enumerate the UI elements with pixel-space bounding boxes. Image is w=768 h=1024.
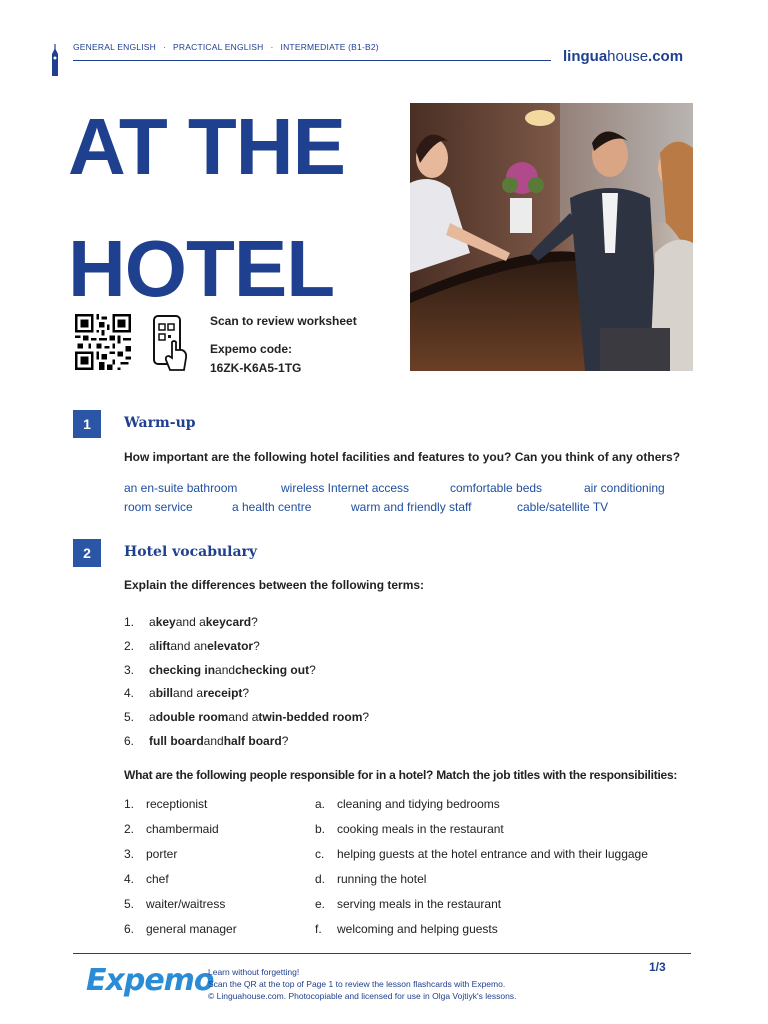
section-2-number: 2 xyxy=(73,539,101,567)
scan-info xyxy=(210,312,357,378)
list-item: 3. checking in and checking out ? xyxy=(124,662,316,677)
section-1-number: 1 xyxy=(73,410,101,438)
scan-text: Scan to review worksheet xyxy=(210,314,357,328)
breadcrumb: GENERAL ENGLISH · PRACTICAL ENGLISH · INTERMEDIATE (B1-B2) xyxy=(73,42,379,52)
facility-item: comfortable beds xyxy=(450,481,543,495)
responsibility-item: f. welcoming and helping guests xyxy=(315,922,498,936)
list-item: 5. a double room and a twin-bedded room ? xyxy=(124,710,370,725)
crumb-practical-english[interactable]: PRACTICAL ENGLISH xyxy=(173,42,264,52)
job-item: 6. general manager xyxy=(124,922,237,936)
facility-item: air conditioning xyxy=(584,481,665,495)
footer-line-1: Learn without forgetting! xyxy=(208,967,300,977)
facility-item: a health centre xyxy=(232,500,312,514)
expemo-logo[interactable]: Expemo xyxy=(86,963,214,998)
responsibility-item: c. helping guests at the hotel entrance and with their luggage xyxy=(315,847,648,861)
crumb-level[interactable]: INTERMEDIATE (B1-B2) xyxy=(280,42,379,52)
terms-question: Explain the differences between the following terms: xyxy=(124,578,425,592)
facility-item: wireless Internet access xyxy=(281,481,410,495)
responsibility-item: e. serving meals in the restaurant xyxy=(315,897,502,911)
expemo-code-label: Expemo code: xyxy=(210,342,293,356)
page-title xyxy=(68,86,345,330)
hotel-reception-photo xyxy=(410,103,693,371)
job-item: 3. porter xyxy=(124,847,178,861)
footer-line-2: Scan the QR at the top of Page 1 to review the lesson flashcards with Expemo. xyxy=(208,979,506,989)
terms-list xyxy=(124,611,369,754)
section-1-title: Warm-up xyxy=(124,415,196,431)
footer-divider xyxy=(73,953,691,954)
list-item: 1. a key and a keycard ? xyxy=(124,615,258,629)
big-ben-icon xyxy=(50,44,60,76)
warmup-question: How important are the following hotel facilities and features to you? Can you think of any others? xyxy=(124,450,681,464)
job-item: 4. chef xyxy=(124,872,169,886)
responsibility-item: b. cooking meals in the restaurant xyxy=(315,822,504,836)
list-item: 2. a lift and an elevator ? xyxy=(124,638,260,653)
job-item: 1. receptionist xyxy=(124,797,208,811)
brand-logo[interactable]: linguahouse.com xyxy=(563,48,684,65)
qr-code-icon[interactable] xyxy=(73,314,133,370)
facility-item: an en-suite bathroom xyxy=(124,481,238,495)
page-number: 1/3 xyxy=(649,960,666,974)
section-2-title: Hotel vocabulary xyxy=(124,544,258,560)
facility-item: warm and friendly staff xyxy=(351,500,472,514)
footer-text xyxy=(208,966,516,1002)
responsibility-item: a. cleaning and tidying bedrooms xyxy=(315,797,500,811)
responsibility-item: d. running the hotel xyxy=(315,872,427,886)
job-item: 5. waiter/waitress xyxy=(124,897,226,911)
expemo-code[interactable]: 16ZK-K6A5-1TG xyxy=(210,361,302,375)
job-item: 2. chambermaid xyxy=(124,822,219,836)
facility-item: cable/satellite TV xyxy=(517,500,609,514)
match-question: What are the following people responsible for in a hotel? Match the job titles with the responsibilities: xyxy=(124,768,678,782)
footer-line-3: © Linguahouse.com. Photocopiable and licensed for use in Olga Vojtiyk's lessons. xyxy=(208,991,517,1001)
list-item: 4. a bill and a receipt ? xyxy=(124,686,250,701)
phone-scan-icon xyxy=(152,314,190,372)
title-line-2: HOTEL xyxy=(68,224,335,313)
facility-item: room service xyxy=(124,500,193,514)
list-item: 6. full board and half board ? xyxy=(124,733,289,748)
crumb-general-english[interactable]: GENERAL ENGLISH xyxy=(73,42,156,52)
header-divider xyxy=(73,60,551,61)
title-line-1: AT THE xyxy=(68,102,345,191)
